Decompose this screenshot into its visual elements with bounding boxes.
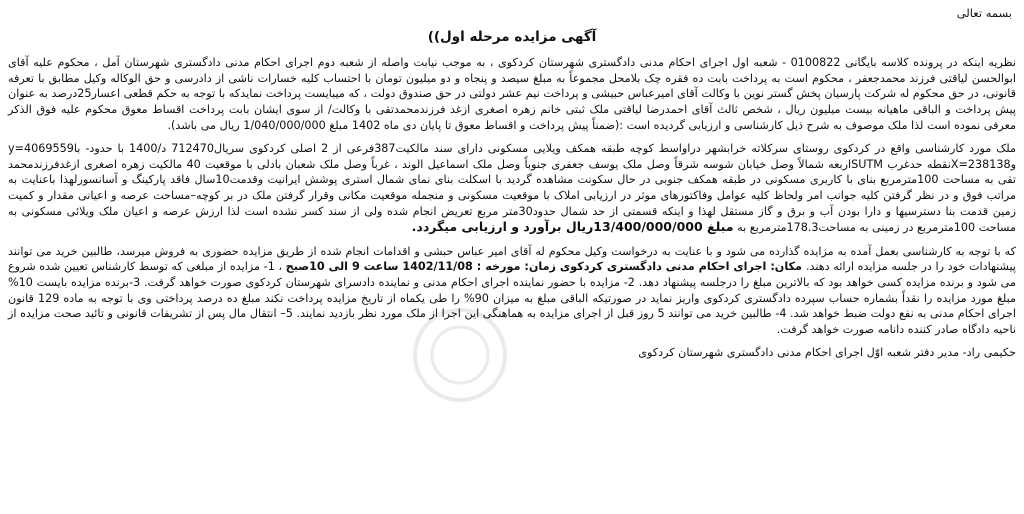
auction-terms-paragraph (8, 244, 1016, 338)
auction-intro: که با توجه به کارشناسی بعمل آمده به مزایده گذارده می شود و با عنایت به درخواست وکیل محکوم له آقای امیر عباس حبشی و اقدامات انجام شده از طریق مزایده حضوری به فروش میرسد، طالبین خرید می توانند پیشنهادات خود را در جلسه مزایده ارائه دهند. (8, 244, 1016, 274)
auction-place-time: مکان: اجرای احکام مدنی دادگستری کردکوی زمان: مورخه : 1402/11/08 ساعت 9 الی 10صبح (285, 260, 806, 274)
notice-title: آگهی مزایده مرحله اول)) (427, 28, 597, 45)
property-paragraph (8, 141, 1016, 236)
appraisal-amount: مبلغ 13/400/000/000ریال برآورد و ارزیابی میگردد. (411, 219, 734, 235)
case-paragraph: نظریه اینکه در پرونده کلاسه بایگانی 0100822 - شعبه اول اجرای احکام مدنی دادگستری شهرستان کردکوی ، به موجب نیابت واصله از شعبه دوم اجرای احکام مدنی دادگستری شهرستان آمل ، محکوم علیه آقای ابوالحسن لیاقتی فرزند محمدجعفر ، محکوم است به پرداخت بابت ده فقره چک بلامحل مجموعاً به مبلغ سیصد و پنجاه و دو میلیون تومان با احتساب کلیه خسارات ناشی از دادرسی و حق الوکاله وکیل مطابق با تعرفه قانونی، در حق محکوم له شرکت پارسیان پخش گستر نوین با وکالت آقای امیرعباس حبیشی و پرداخت نیم عشر دولتی در حق صندوق دولت ، که میبایست پرداخت نمایدکه با توجه به حکم قطعی اعسار25درصد به عنوان پیش پرداخت و الباقی ماهیانه بیست میلیون ریال ، شخص ثالث آقای احمدرضا لیاقتی ملک ثبتی خانم زهره اصغری ازغد فرزندمحمدتقی با وکالت/ از سوی ایشان بابت پرداخت اقساط معوق محکوم علیه فوق الذکر معرفی نموده است لذا ملک موصوف به شرح ذیل کارشناسی و ارزیابی گردیده است :(ضمناً پیش پرداخت و اقساط معوق تا پایان دی ماه 1402 مبلغ 1/040/000/000 ریال می باشد). (8, 56, 1016, 132)
invocation-line: بسمه تعالی (956, 6, 1012, 20)
signature-line: حکیمی راد- مدیر دفتر شعبه اوّل اجرای احکام مدنی دادگستری شهرستان کردکوی (638, 346, 1016, 360)
property-description: ملک مورد کارشناسی واقع در کردکوی روستای سرکلاته خرابشهر دراواسط کوچه طبقه همکف ویلایی مسکونی دارای سند مالکیت387فرعی از 2 اصلی کردکوی سریال712470 د/1400 با حدود- با4069559=y و238138=Xنقطه حدغرب SUTMاربعه شمالاً وصل خیابان شوسه شرقاً وصل ملک یوسف جعفری جنوباً وصل ملک اسماعیل الوند ، غرباً وصل ملک شعبان بادلی با موقعیت 40 مالکیت زهره اصغری ازغدفرزندمحمد تقی به مساحت 100مترمربع بنای با کاربری مسکونی در طبقه همکف جنوبی در حال سکونت مشاهده گردید با اسکلت بنای نمای شمال استری پوشش ایرانیت وقدمت10سال فاقد پارکینگ و آسانسورلهذا باعنایت به مراتب فوق و در نظر گرفتن کلیه جوانب امر ولحاظ کلیه عوامل وفاکتورهای موثر در ارزیابی املاک با موقعیت مسکونی و منجمله موقعیت مکانی وقرار گرفتن ملک در بر کوچه–مساحت عرصه و اعیانی مقدار و کمیت زمین قدمت بنا دسترسیها و دارا بودن آب و برق و گاز مستقل لهذا و اینکه قسمتی از حد شمال حدود30متر مربع تعریض انجام شده ولی از سند کسر نشده است لذا ارزش عرصه و اعیان ملک ویلائی مسکونی به مساحت 100مترمربع در زمینی به مساحت178.3مترمربع به (8, 142, 1017, 235)
auction-conditions: ، 1- مزایده از مبلغی که توسط کارشناس تعیین شده شروع می شود و برنده مزایده کسی خواهد بود که بالاترین مبلغ را درجلسه پیشنهاد دهد. 2- مزایده با حضور نماینده اجرای احکام مدنی و نماینده دادسرای شهرستان کردکوی صورت خواهد گرفت. 3-برنده مزایده بایست 10% مبلغ مورد مزایده را نقداً بشماره حساب سپرده دادگستری کردکوی واریز نماید در صورتیکه الباقی مبلغ به میزان 90% را طی یکماه از تاریخ مزایده پرداخت نکند مبلغ ده درصد پرداختی وی با توجه به ماده 129 قانون اجرای احکام مدنی به نفع دولت ضبط خواهد شد. 4- طالبین خرید می توانند 5 روز قبل از اجرای مزایده به هماهنگی این اجرا از ملک مورد نظر بازدید نمایند. 5– انتقال مال پس از تشریفات قانونی و تائید صحت مزایده از ناحیه دادگاه صادر کننده دانامه صورت خواهد گرفت. (8, 260, 1016, 336)
